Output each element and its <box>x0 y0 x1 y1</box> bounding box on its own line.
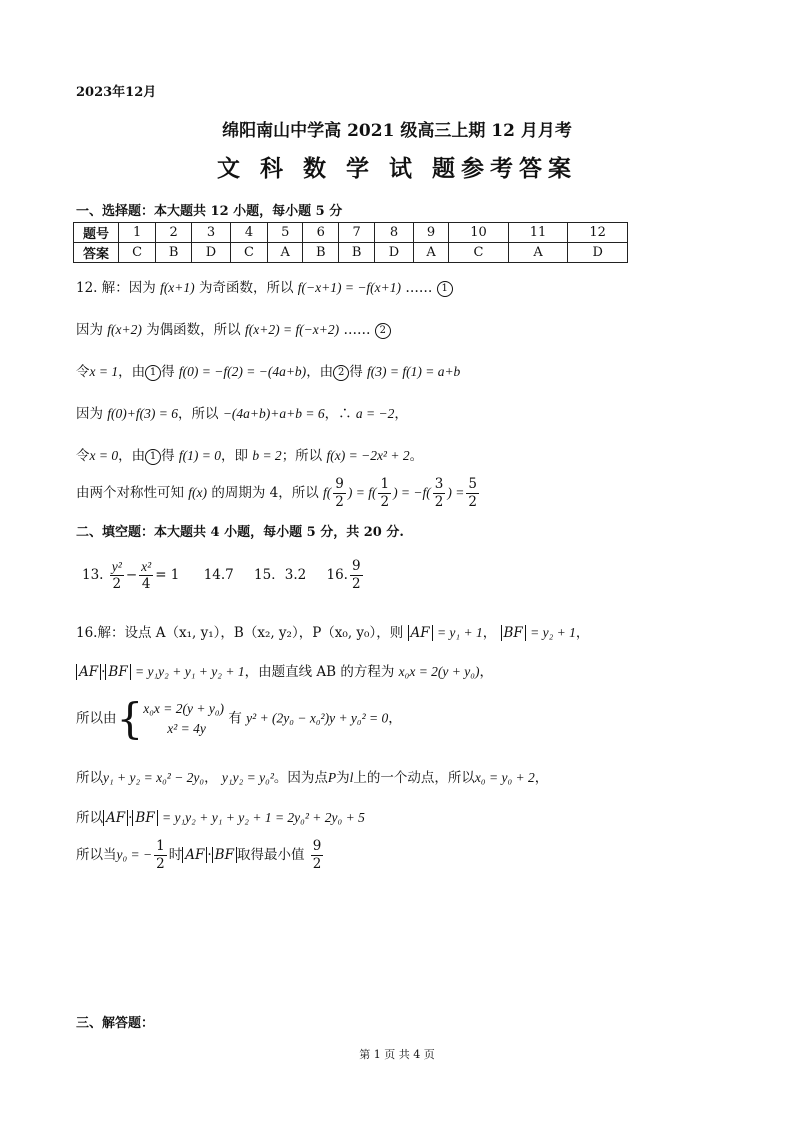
denominator: 2 <box>112 576 122 592</box>
answer-cell: B <box>303 243 339 263</box>
question-number-row <box>74 223 628 243</box>
fraction <box>433 476 446 511</box>
fraction <box>466 476 479 511</box>
question-cell: 10 <box>449 223 509 243</box>
denominator: 2 <box>468 494 477 510</box>
section-3-heading: 三、解答题： <box>76 1016 155 1031</box>
page-number: 第 1 页 共 4 页 <box>359 1048 435 1061</box>
section-1-heading: 一、选择题：本大题共 12 小题，每小题 5 分 <box>76 204 343 219</box>
q16-line-3 <box>76 694 402 743</box>
numerator: 5 <box>468 476 477 492</box>
q16-line-5 <box>76 806 365 826</box>
answer-cell: D <box>375 243 414 263</box>
math: x = 0 <box>89 448 119 463</box>
abs-bf: BF <box>212 847 237 863</box>
denominator: 2 <box>351 576 361 592</box>
math: ) = f( <box>347 485 377 500</box>
q16-line-1 <box>76 621 589 641</box>
math: y₁ + y₂ = x₀² − 2y₀ <box>103 770 205 785</box>
text: · <box>101 664 106 680</box>
fraction <box>139 558 153 593</box>
question-cell: 3 <box>192 223 231 243</box>
text: 因为 <box>76 406 103 422</box>
math: ) = −f( <box>393 485 431 500</box>
math: a = −2 <box>355 406 395 421</box>
math: f(0)+f(3) = 6 <box>107 406 179 421</box>
text: 。因为点 <box>273 770 328 786</box>
q16-line-2 <box>76 660 493 680</box>
q16-line-6 <box>76 838 325 873</box>
abs-af: AF <box>408 625 433 641</box>
question-cell: 4 <box>230 223 267 243</box>
q12-line-5 <box>76 444 423 465</box>
text: 16.解：设点 A（x₁, y₁），B（x₂, y₂），P（x₀, y₀），则 <box>76 625 404 641</box>
math: f(x+2) <box>107 322 142 337</box>
math: f(1) = 0 <box>178 448 222 463</box>
abs-af: AF <box>182 847 207 863</box>
q14-answer: 14.7 <box>203 567 234 583</box>
q13-label: 13. <box>82 567 104 583</box>
exam-title: 绵阳南山中学高 2021 级高三上期 12 月月考 <box>222 121 572 141</box>
math: f(0) = −f(2) = −(4a+b) <box>178 364 307 379</box>
text: 为 <box>336 770 350 786</box>
math: b = 2 <box>252 448 282 463</box>
abs-af: AF <box>76 664 101 680</box>
answer-cell: C <box>230 243 267 263</box>
math: = y₁ + 1 <box>436 625 483 640</box>
left-brace: { <box>116 694 144 743</box>
fraction <box>311 838 324 873</box>
text: …… <box>343 322 371 338</box>
equation-system <box>143 699 224 739</box>
answer-table <box>73 222 628 263</box>
answer-cell: C <box>119 243 156 263</box>
abs-bf: BF <box>105 664 130 680</box>
text: ，由 <box>118 448 146 464</box>
fraction <box>154 838 167 873</box>
abs-af: AF <box>103 810 128 826</box>
document-date: 2023年12月 <box>76 85 157 100</box>
text: ， <box>575 625 590 641</box>
question-cell: 12 <box>568 223 628 243</box>
math: f(3) = f(1) = a+b <box>366 364 461 379</box>
answer-cell: B <box>156 243 192 263</box>
q15-answer: 15．3.2 <box>254 567 307 583</box>
fraction <box>110 558 124 593</box>
math: ) = <box>447 485 465 500</box>
fraction <box>378 476 391 511</box>
text: 为偶函数，所以 <box>146 322 241 338</box>
text: 所以由 <box>76 710 117 727</box>
question-cell: 8 <box>375 223 414 243</box>
text: ， <box>479 664 493 680</box>
text: 的周期为 4，所以 <box>211 485 319 501</box>
text: 所以当 <box>76 847 117 863</box>
q12-line-6 <box>76 476 481 511</box>
text: 12. 解：因为 <box>76 280 156 296</box>
text: ，即 <box>221 448 249 464</box>
denominator: 2 <box>312 856 322 872</box>
answer-key-title: 文 科 数 学 试 题参考答案 <box>216 155 578 182</box>
answer-cell: A <box>508 243 568 263</box>
text: · <box>128 810 133 826</box>
section-2-heading: 二、填空题：本大题共 4 小题，每小题 5 分，共 20 分. <box>76 525 404 540</box>
text: ， <box>534 770 549 786</box>
text: 由两个对称性可知 <box>76 485 184 501</box>
math: P <box>327 770 337 785</box>
row-label-answer: 答案 <box>74 243 119 263</box>
text: ， <box>388 710 402 727</box>
text: 得 <box>349 364 363 380</box>
question-cell: 6 <box>303 223 339 243</box>
math: x = 1 <box>89 364 119 379</box>
math: f(x) <box>188 485 208 500</box>
text: ， <box>482 625 497 641</box>
denominator: 2 <box>335 494 344 510</box>
question-cell: 2 <box>156 223 192 243</box>
numerator: 3 <box>434 476 444 492</box>
numerator: 9 <box>335 476 344 492</box>
circled-number-1: 1 <box>145 365 161 381</box>
math: f(−x+1) = −f(x+1) <box>297 280 402 295</box>
numerator: x² <box>141 559 152 574</box>
question-cell: 1 <box>119 223 156 243</box>
circled-number-1: 1 <box>437 281 453 297</box>
text: ， <box>204 770 218 786</box>
numerator: 1 <box>156 838 165 854</box>
text: 上的一个动点，所以 <box>353 770 475 786</box>
answer-cell: D <box>192 243 231 263</box>
text: 为奇函数，所以 <box>198 280 294 296</box>
text: − <box>125 567 138 583</box>
text: ，由题直线 AB 的方程为 <box>244 664 395 680</box>
math: x² = 4y <box>167 721 206 736</box>
math: y₁y₂ = y₀² <box>221 770 274 785</box>
answer-cell: A <box>268 243 303 263</box>
numerator: 1 <box>380 476 390 492</box>
text: 所以 <box>76 770 103 786</box>
text: ，由 <box>118 364 146 380</box>
math: = y₂ + 1 <box>530 625 576 640</box>
q12-line-4 <box>76 402 408 422</box>
q16-line-4 <box>76 766 548 786</box>
math: = y₁y₂ + y₁ + y₂ + 1 = 2y₀² + 2y₀ + 5 <box>162 810 365 825</box>
numerator: 9 <box>351 558 361 574</box>
text: ，所以 <box>178 406 219 422</box>
text: 有 <box>228 710 242 727</box>
denominator: 2 <box>434 494 444 510</box>
math: x₀ = y₀ + 2 <box>474 770 535 785</box>
abs-bf: BF <box>132 810 157 826</box>
circled-number-2: 2 <box>333 365 349 381</box>
question-cell: 7 <box>339 223 375 243</box>
math: x₀x = 2(y + y₀) <box>398 664 480 679</box>
question-cell: 11 <box>508 223 568 243</box>
q16-label: 16. <box>326 567 348 583</box>
text: · <box>207 847 212 863</box>
q12-line-2 <box>76 318 391 339</box>
abs-bf: BF <box>501 625 526 641</box>
text: 因为 <box>76 322 103 338</box>
fraction <box>350 558 363 593</box>
text: 。 <box>409 448 424 464</box>
q12-line-3 <box>76 360 460 381</box>
text: ，∴ <box>324 406 352 422</box>
math: f(x+1) <box>160 280 195 295</box>
denominator: 2 <box>380 494 390 510</box>
denominator: 2 <box>156 856 165 872</box>
fill-in-answers <box>82 558 365 593</box>
math: y² + (2y₀ − x₀²)y + y₀² = 0 <box>246 710 389 726</box>
math: l <box>349 770 354 785</box>
math: f( <box>323 485 332 500</box>
numerator: 9 <box>312 838 322 854</box>
text: 得 <box>161 448 175 464</box>
text: ，由 <box>306 364 334 380</box>
text: 所以 <box>76 810 103 826</box>
math: = y₁y₂ + y₁ + y₂ + 1 <box>135 664 245 679</box>
circled-number-2: 2 <box>375 323 391 339</box>
answer-cell: A <box>413 243 448 263</box>
text: 令 <box>76 448 90 464</box>
fraction <box>333 476 346 511</box>
circled-number-1: 1 <box>145 449 161 465</box>
denominator: 4 <box>141 576 151 592</box>
text: 令 <box>76 364 90 380</box>
text: ， <box>394 406 408 422</box>
text: 时 <box>168 847 183 863</box>
math: y₀ = − <box>116 847 153 862</box>
answer-cell: D <box>568 243 628 263</box>
math: f(x+2) = f(−x+2) <box>244 322 340 337</box>
answer-row <box>74 243 628 263</box>
text: 得 <box>161 364 175 380</box>
row-label-question: 题号 <box>74 223 119 243</box>
text: …… <box>405 280 433 296</box>
answer-cell: B <box>339 243 375 263</box>
question-cell: 9 <box>413 223 448 243</box>
math: x₀x = 2(y + y₀) <box>143 701 225 716</box>
question-cell: 5 <box>268 223 303 243</box>
text: 取得最小值 <box>236 847 305 863</box>
numerator: y² <box>111 559 122 574</box>
q12-line-1 <box>76 276 453 297</box>
math: −(4a+b)+a+b = 6 <box>222 406 325 421</box>
text: = 1 <box>155 567 180 583</box>
math: f(x) = −2x² + 2 <box>326 448 410 463</box>
answer-cell: C <box>449 243 509 263</box>
text: ；所以 <box>281 448 323 464</box>
